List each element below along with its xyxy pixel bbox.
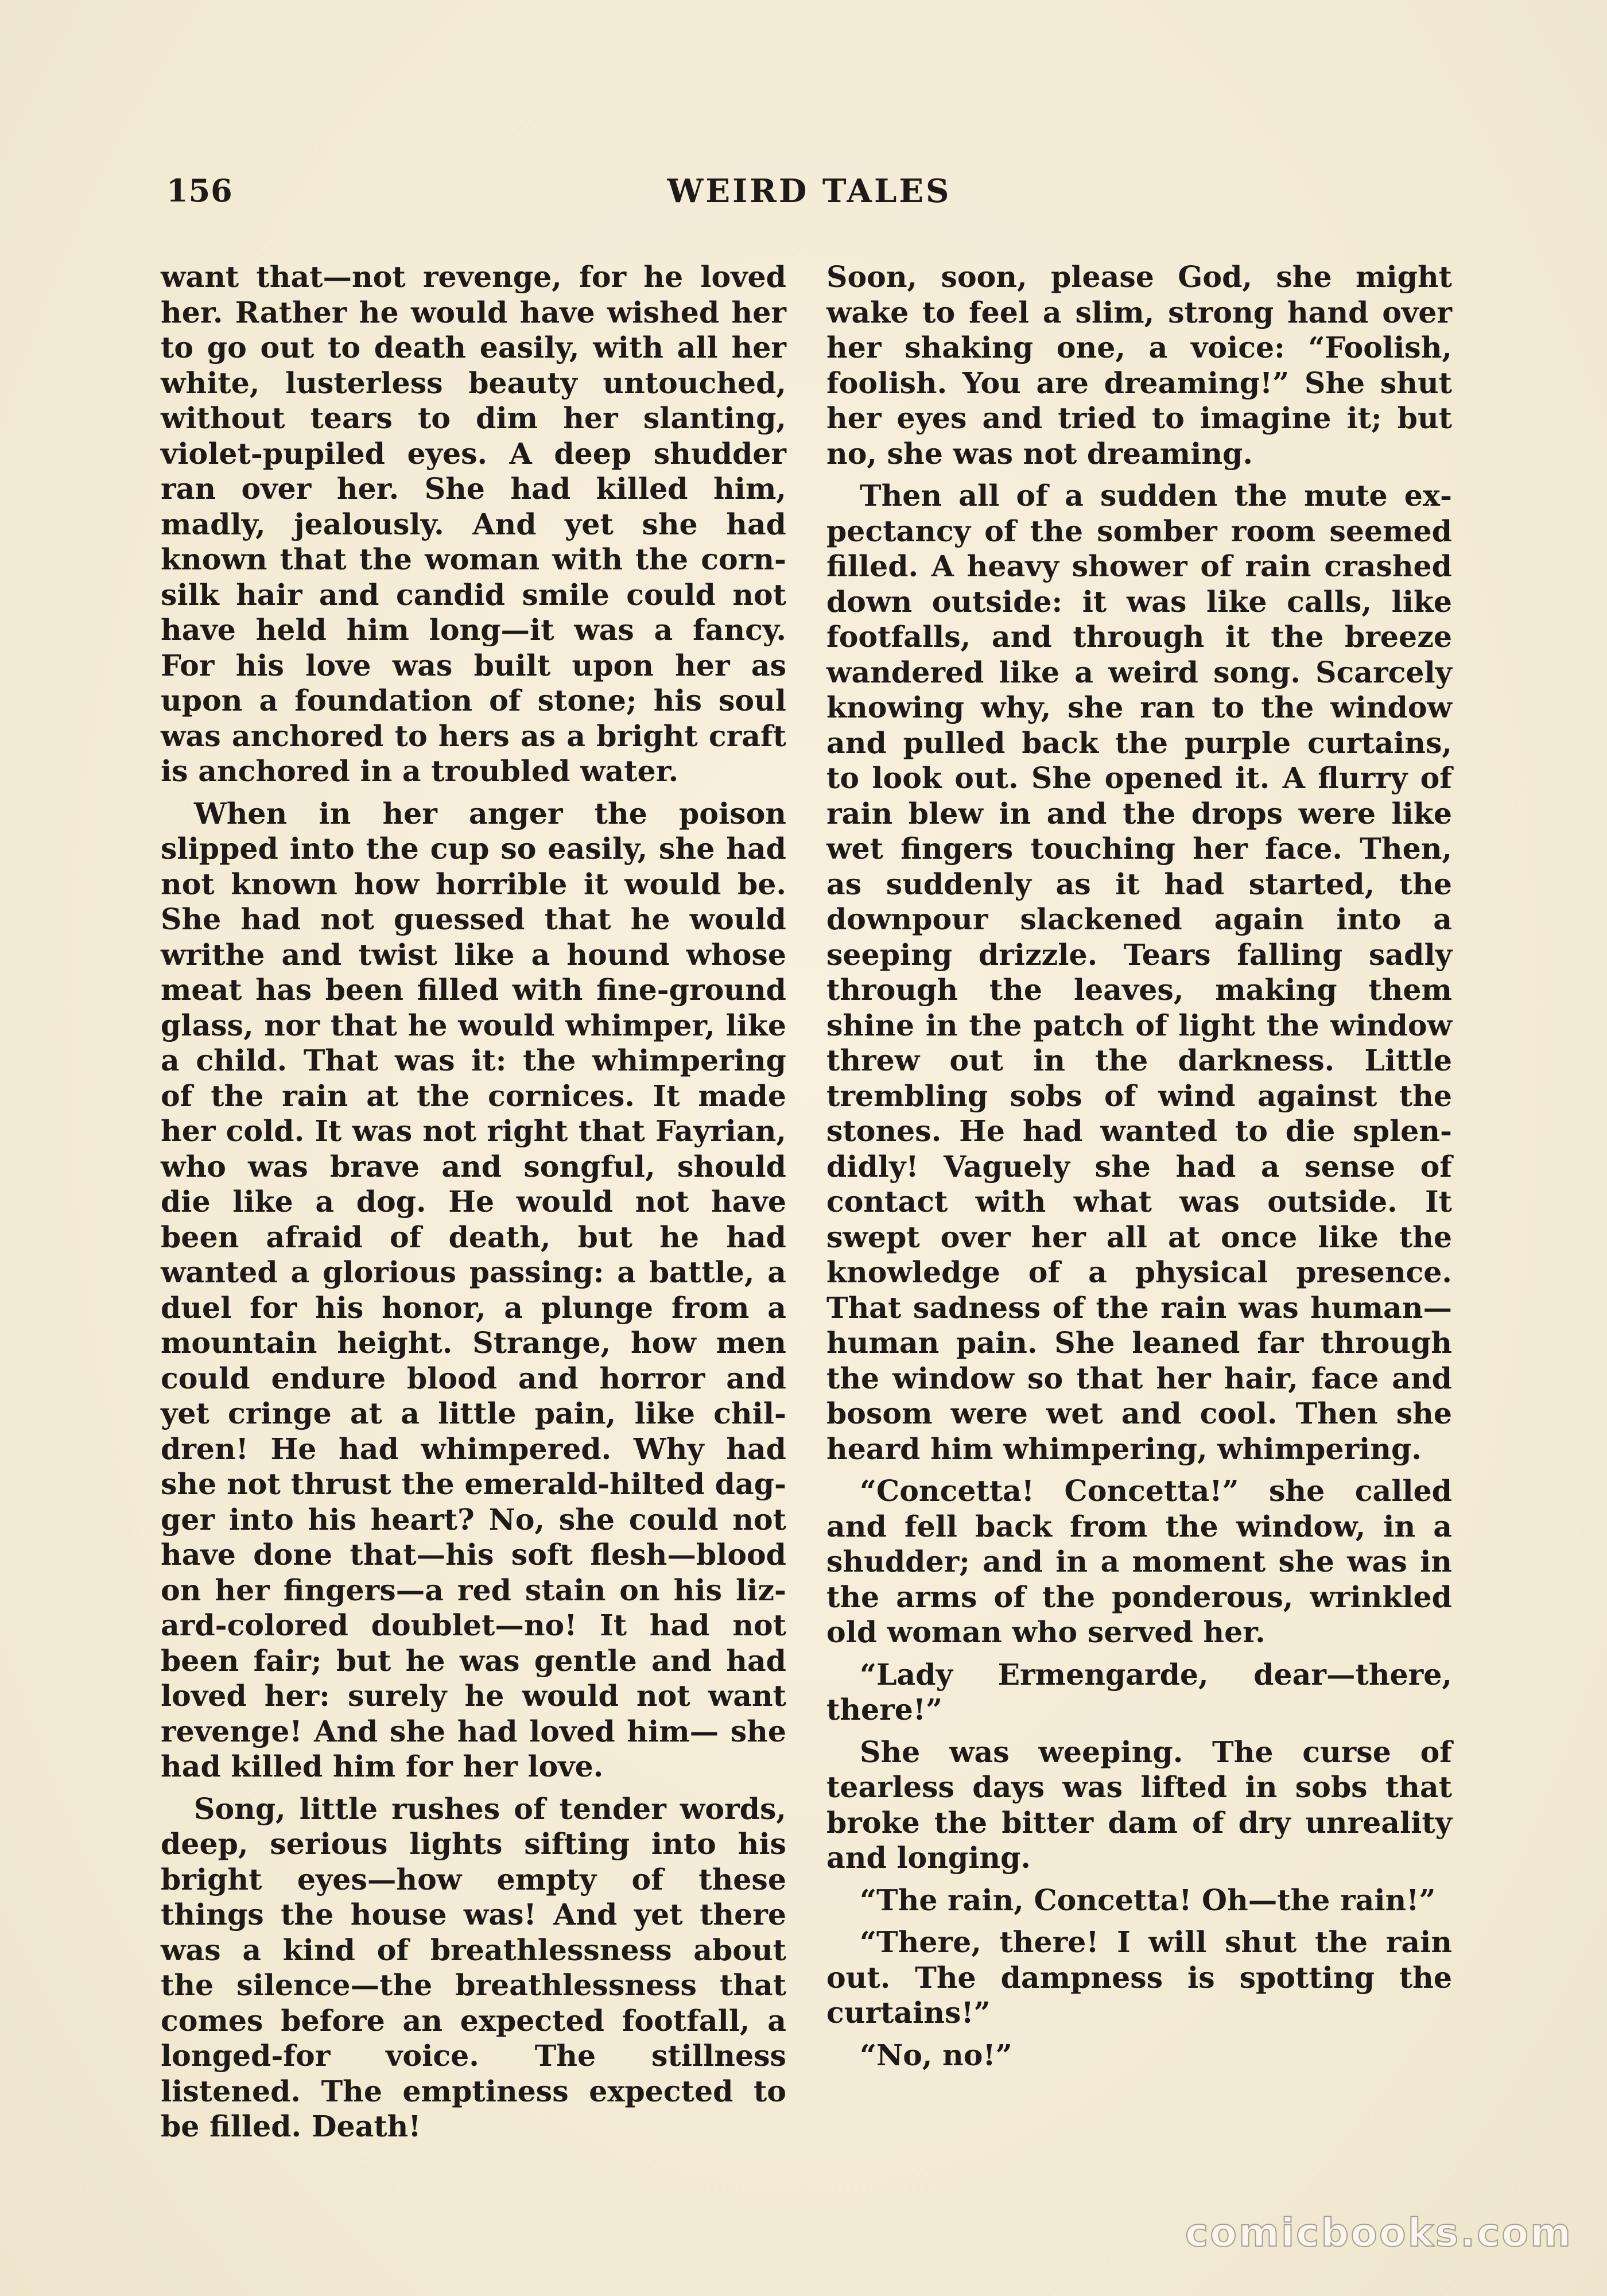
paragraph: “Lady Ermengarde, dear—there, there!” (826, 1657, 1452, 1727)
paragraph: “Concetta! Concetta!” she called and fell back from the window, in a shudder; and in a moment she was in the arms of the ponderous, wrinkled old woman who served her. (826, 1474, 1452, 1649)
page-number: 156 (166, 172, 233, 209)
paragraph: Then all of a sudden the mute expectancy of the somber room seemed filled. A heavy shower of rain crashed down outside: it was like calls, like footfalls, and through it the breeze wandered like a weird song. Scarcely knowing why, she ran to the window and pulled back the purple curtains, to look out. She opened it. A flurry of rain blew in and the drops were like wet fingers touching her face. Then, as suddenly as it had started, the downpour slackened again into a seeping drizzle. Tears falling sadly through the leaves, making them shine in the patch of light the window threw out in the darkness. Little trembling sobs of wind against the stones. He had wanted to die splendidly! Vaguely she had a sense of contact with what was outside. It swept over her all at once like the knowledge of a physical presence. That sadness of the rain was human— human pain. She leaned far through the window so that her hair, face and bosom were wet and cool. Then she heard him whimpering, whimpering. (826, 479, 1452, 1466)
text-column-right (826, 259, 1452, 2080)
paragraph: Soon, soon, please God, she might wake to feel a slim, strong hand over her shaking one, a voice: “Foolish, foolish. You are dreaming!” She shut her eyes and tried to imagine it; but no, she was not dreaming. (826, 260, 1452, 471)
paragraph: Song, little rushes of tender words, deep, serious lights sifting into his bright eyes—how empty of these things the house was! And yet there was a kind of breathlessness about the silence—the breathlessness that comes before an expected footfall, a longed-for voice. The stillness listened. The emptiness expected to be filled. Death! (161, 1791, 786, 2143)
text-column-left (161, 259, 786, 2151)
paragraph: want that—not revenge, for he loved her. Rather he would have wished her to go out to death easily, with all her white, lusterless beauty untouched, without tears to dim her slanting, violet-pupiled eyes. A deep shudder ran over her. She had killed him, madly, jealously. And yet she had known that the woman with the cornsilk hair and candid smile could not have held him long—it was a fancy. For his love was built upon her as upon a foundation of stone; his soul was anchored to hers as a bright craft is anchored in a troubled water. (161, 260, 786, 788)
running-title: WEIRD TALES (667, 172, 952, 210)
paragraph: “There, there! I will shut the rain out. The dampness is spotting the curtains!” (826, 1925, 1452, 2030)
page-header (166, 172, 1452, 235)
paragraph: When in her anger the poison slipped into the cup so easily, she had not known how horrible it would be. She had not guessed that he would writhe and twist like a hound whose meat has been filled with fine-ground glass, nor that he would whimper, like a child. That was it: the whimpering of the rain at the cornices. It made her cold. It was not right that Fayrian, who was brave and songful, should die like a dog. He would not have been afraid of death, but he had wanted a glorious passing: a battle, a duel for his honor, a plunge from a mountain height. Strange, how men could endure blood and horror and yet cringe at a little pain, like children! He had whimpered. Why had she not thrust the emerald-hilted dagger into his heart? No, she could not have done that—his soft flesh—blood on her fingers—a red stain on his lizard-colored doublet—no! It had not been fair; but he was gentle and had loved her: surely he would not want revenge! And she had loved him— she had killed him for her love. (161, 796, 786, 1783)
paragraph: “No, no!” (860, 2038, 1012, 2072)
watermark-logo: comicbooks.com (1185, 2210, 1573, 2256)
paragraph: “The rain, Concetta! Oh—the rain!” (860, 1883, 1436, 1917)
paragraph: She was weeping. The curse of tearless days was lifted in sobs that broke the bitter dam of dry unreality and longing. (826, 1735, 1452, 1875)
